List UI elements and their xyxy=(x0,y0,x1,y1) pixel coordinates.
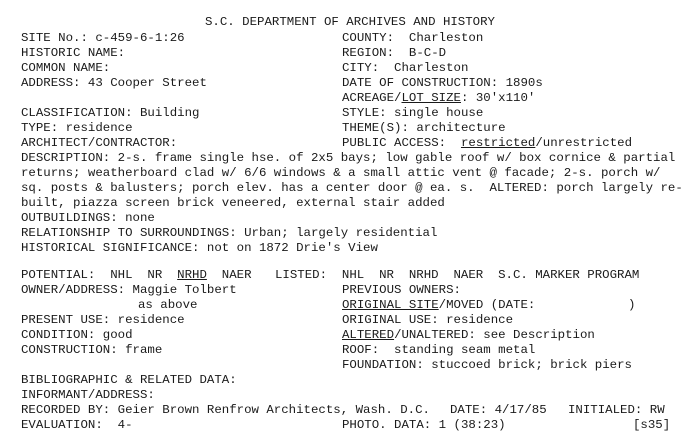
common-name: COMMON NAME: xyxy=(21,61,111,75)
address: ADDRESS: 43 Cooper Street xyxy=(21,76,207,90)
potential xyxy=(21,268,252,283)
condition: CONDITION: good xyxy=(21,328,133,342)
county: COUNTY: Charleston xyxy=(342,31,484,45)
style: STYLE: single house xyxy=(342,106,484,120)
site-number: SITE No.: c-459-6-1:26 xyxy=(21,31,185,45)
roof: ROOF: standing seam metal xyxy=(342,343,536,357)
listed: LISTED: NHL NR NRHD NAER S.C. MARKER PROGRAM xyxy=(275,268,640,282)
description-line-1: DESCRIPTION: 2-s. frame single hse. of 2x5 bays; low gable roof w/ box cornice & partial xyxy=(21,151,676,165)
previous-owners: PREVIOUS OWNERS: xyxy=(342,283,461,297)
region: REGION: B-C-D xyxy=(342,46,447,60)
altered-underlined: ALTERED xyxy=(342,328,395,342)
potential-prefix: POTENTIAL: NHL NR xyxy=(21,268,178,282)
foundation: FOUNDATION: stuccoed brick; brick piers xyxy=(342,358,632,372)
public-access xyxy=(342,136,632,151)
potential-suffix: NAER xyxy=(206,268,252,282)
original-site-underlined: ORIGINAL SITE xyxy=(342,298,439,312)
evaluation: EVALUATION: 4- xyxy=(21,418,133,432)
moved-date-close: ) xyxy=(628,298,636,312)
description-line-3: sq. posts & balusters; porch elev. has a center door @ ea. s. ALTERED: porch largely re- xyxy=(21,181,683,195)
architect-contractor: ARCHITECT/CONTRACTOR: xyxy=(21,136,178,150)
nrhd-underlined: NRHD xyxy=(177,268,207,282)
acreage-lot-size xyxy=(342,91,535,106)
moved-date: /MOVED (DATE: xyxy=(438,298,536,312)
form-title: S.C. DEPARTMENT OF ARCHIVES AND HISTORY xyxy=(205,15,495,29)
historic-name: HISTORIC NAME: xyxy=(21,46,126,60)
reference-code: [s35] xyxy=(633,418,671,432)
type: TYPE: residence xyxy=(21,121,133,135)
original-use: ORIGINAL USE: residence xyxy=(342,313,514,327)
acreage-prefix: ACREAGE/ xyxy=(342,91,402,105)
description-line-2: returns; weatherboard clad w/ 6/6 windows & a small attic vent @ facade; 2-s. porch w/ xyxy=(21,166,661,180)
informant-address: INFORMANT/ADDRESS: xyxy=(21,388,155,402)
construction: CONSTRUCTION: frame xyxy=(21,343,163,357)
recorded-by: RECORDED BY: Geier Brown Renfrow Architects, Wash. D.C. xyxy=(21,403,430,417)
altered-suffix: /UNALTERED: see Description xyxy=(394,328,595,342)
lot-size-underlined: LOT SIZE xyxy=(401,91,461,105)
altered-unaltered xyxy=(342,328,595,343)
owner-address-line-2: as above xyxy=(138,298,198,312)
relationship-to-surroundings: RELATIONSHIP TO SURROUNDINGS: Urban; largely residential xyxy=(21,226,438,240)
restricted-underlined: restricted xyxy=(460,136,536,150)
city: CITY: Charleston xyxy=(342,61,469,75)
classification: CLASSIFICATION: Building xyxy=(21,106,200,120)
initialed: INITIALED: RW xyxy=(568,403,665,417)
present-use: PRESENT USE: residence xyxy=(21,313,185,327)
acreage-value: : 30'x110' xyxy=(461,91,536,105)
photo-data: PHOTO. DATA: 1 (38:23) xyxy=(342,418,506,432)
date-of-construction: DATE OF CONSTRUCTION: 1890s xyxy=(342,76,543,90)
themes: THEME(S): architecture xyxy=(342,121,506,135)
owner-address: OWNER/ADDRESS: Maggie Tolbert xyxy=(21,283,237,297)
bibliographic-data: BIBLIOGRAPHIC & RELATED DATA: xyxy=(21,373,237,387)
record-date: DATE: 4/17/85 xyxy=(450,403,547,417)
description-line-4: built, piazza screen brick veneered, external stair added xyxy=(21,196,445,210)
outbuildings: OUTBUILDINGS: none xyxy=(21,211,155,225)
historical-significance: HISTORICAL SIGNIFICANCE: not on 1872 Drie's View xyxy=(21,241,378,255)
unrestricted: /unrestricted xyxy=(535,136,633,150)
public-access-label: PUBLIC ACCESS: xyxy=(342,136,461,150)
original-site-moved xyxy=(342,298,535,313)
